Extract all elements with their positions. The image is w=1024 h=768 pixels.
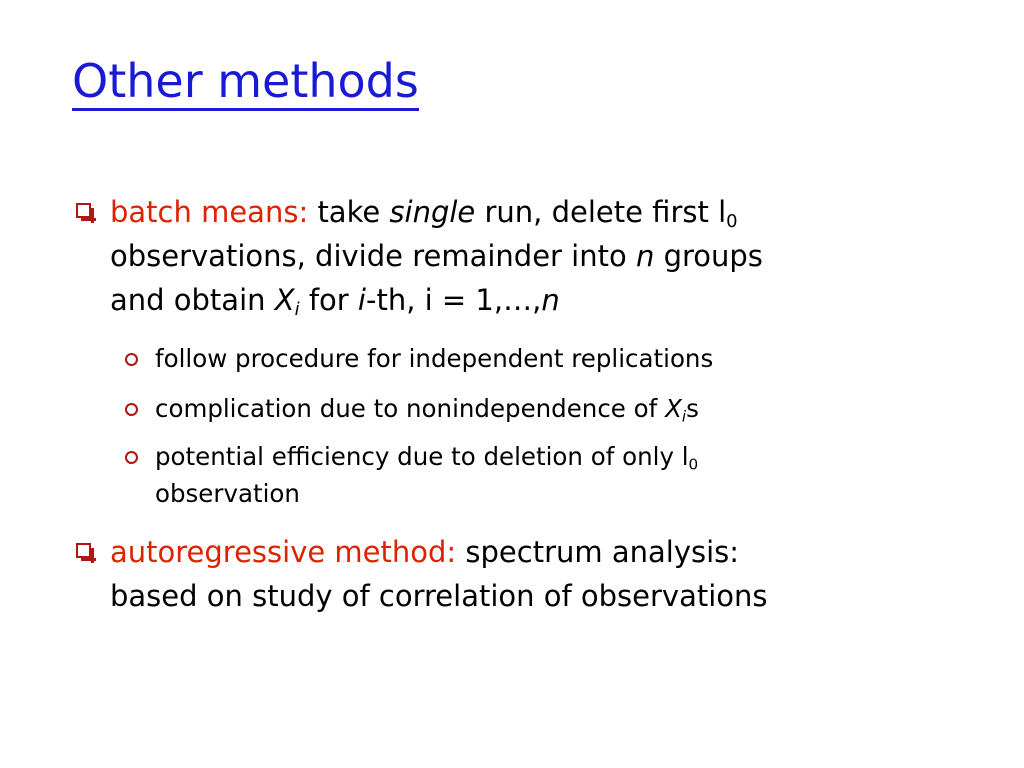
text-x: X — [665, 394, 682, 423]
text-and-obtain: and obtain — [110, 283, 266, 317]
term-autoregressive: autoregressive method: — [110, 535, 457, 569]
sub-text: potential efficiency due to deletion of only l — [155, 442, 689, 471]
text-observations-divide: observations, divide remainder into — [110, 239, 627, 273]
subscript-zero: 0 — [726, 211, 738, 233]
subscript-zero: 0 — [688, 455, 699, 474]
text-x: X — [274, 283, 295, 317]
term-batch-means: batch means: — [110, 195, 309, 229]
text-n: n — [635, 239, 655, 273]
text-s: s — [686, 394, 699, 423]
bullet-line-2 — [110, 574, 990, 618]
text-take: take — [317, 195, 381, 229]
bullet-line-1 — [110, 530, 990, 574]
sub-line-1 — [155, 438, 975, 475]
circle-bullet-icon — [125, 403, 138, 416]
text-based-on: based on study of correlation of observations — [110, 579, 768, 613]
text-spectrum: spectrum analysis: — [465, 535, 740, 569]
text-i: i — [357, 283, 366, 317]
subscript-i: i — [294, 299, 300, 321]
circle-bullet-icon — [125, 353, 138, 366]
sub-bullet-potential — [155, 438, 975, 512]
bullet-line-2 — [110, 234, 990, 278]
square-bullet-icon — [76, 203, 91, 218]
slide-title: Other methods — [72, 56, 419, 111]
sub-text: follow procedure for independent replications — [155, 344, 714, 373]
sub-text: complication due to nonindependence of — [155, 394, 658, 423]
bullet-batch-means — [110, 190, 990, 322]
text-groups: groups — [663, 239, 763, 273]
bullet-line-1 — [110, 190, 990, 234]
bullet-line-3 — [110, 278, 990, 322]
text-run-delete: run, delete first l — [484, 195, 727, 229]
text-single: single — [389, 195, 476, 229]
sub-line-2 — [155, 475, 975, 512]
square-bullet-icon — [76, 543, 91, 558]
text-n-end: n — [541, 283, 560, 317]
sub-text-observation: observation — [155, 479, 300, 508]
circle-bullet-icon — [125, 451, 138, 464]
text-th-range: -th, i = 1,…, — [365, 283, 542, 317]
sub-bullet-complication — [155, 390, 975, 427]
subscript-i: i — [681, 407, 687, 426]
sub-bullet-follow — [155, 340, 975, 377]
text-for: for — [308, 283, 349, 317]
bullet-autoregressive — [110, 530, 990, 618]
